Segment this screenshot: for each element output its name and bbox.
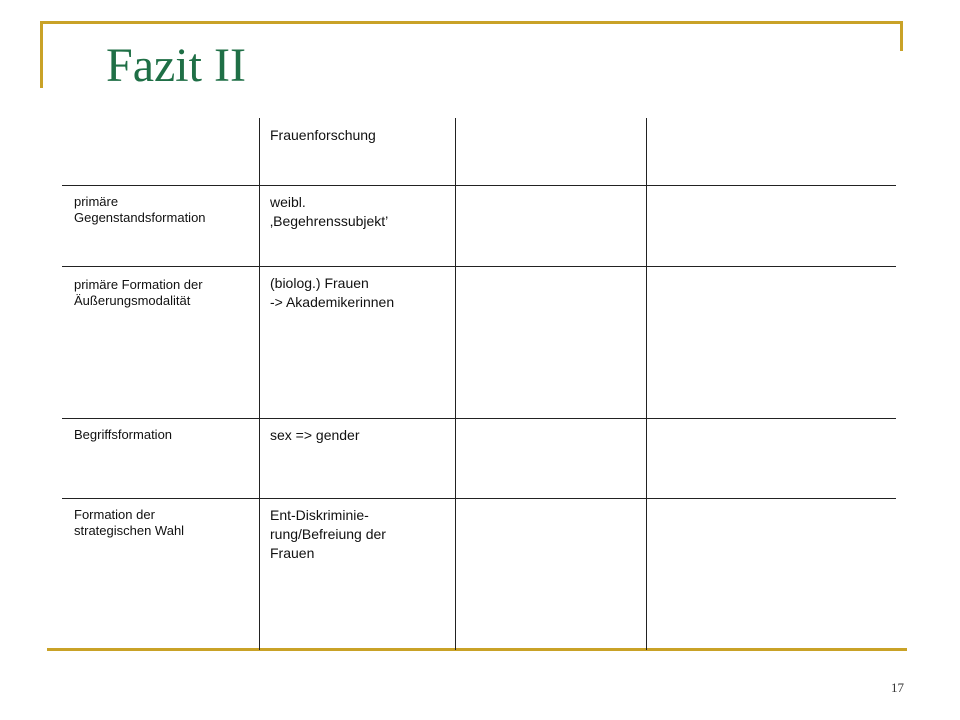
table-row-divider [62,418,896,419]
table-row-divider [62,498,896,499]
table-column-divider [259,118,260,650]
frame-top-line [40,21,903,24]
table-row-value: (biolog.) Frauen -> Akademikerinnen [270,275,395,310]
table-row-value: sex => gender [270,427,360,443]
table-row-label: primäre Formation der Äußerungsmodalität [74,277,203,308]
table-row-value: weibl. ‚Begehrenssubjekt’ [270,194,389,229]
frame-right-line [900,21,903,51]
table-header-cell: Frauenforschung [270,127,376,143]
table-row-label: Begriffsformation [74,427,173,442]
table-row-label: primäre Gegenstandsformation [74,194,206,225]
frame-bottom-line [47,648,907,651]
table-row-label: Formation der strategischen Wahl [74,507,185,538]
table-row-divider [62,266,896,267]
table-row-value: Ent-Diskriminie- rung/Befreiung der Frauen [270,507,386,561]
frame-left-line [40,21,43,88]
table-row-divider [62,185,896,186]
table-column-divider [455,118,456,650]
page-number: 17 [891,680,904,695]
slide-title: Fazit II [106,39,246,92]
table-column-divider [646,118,647,650]
